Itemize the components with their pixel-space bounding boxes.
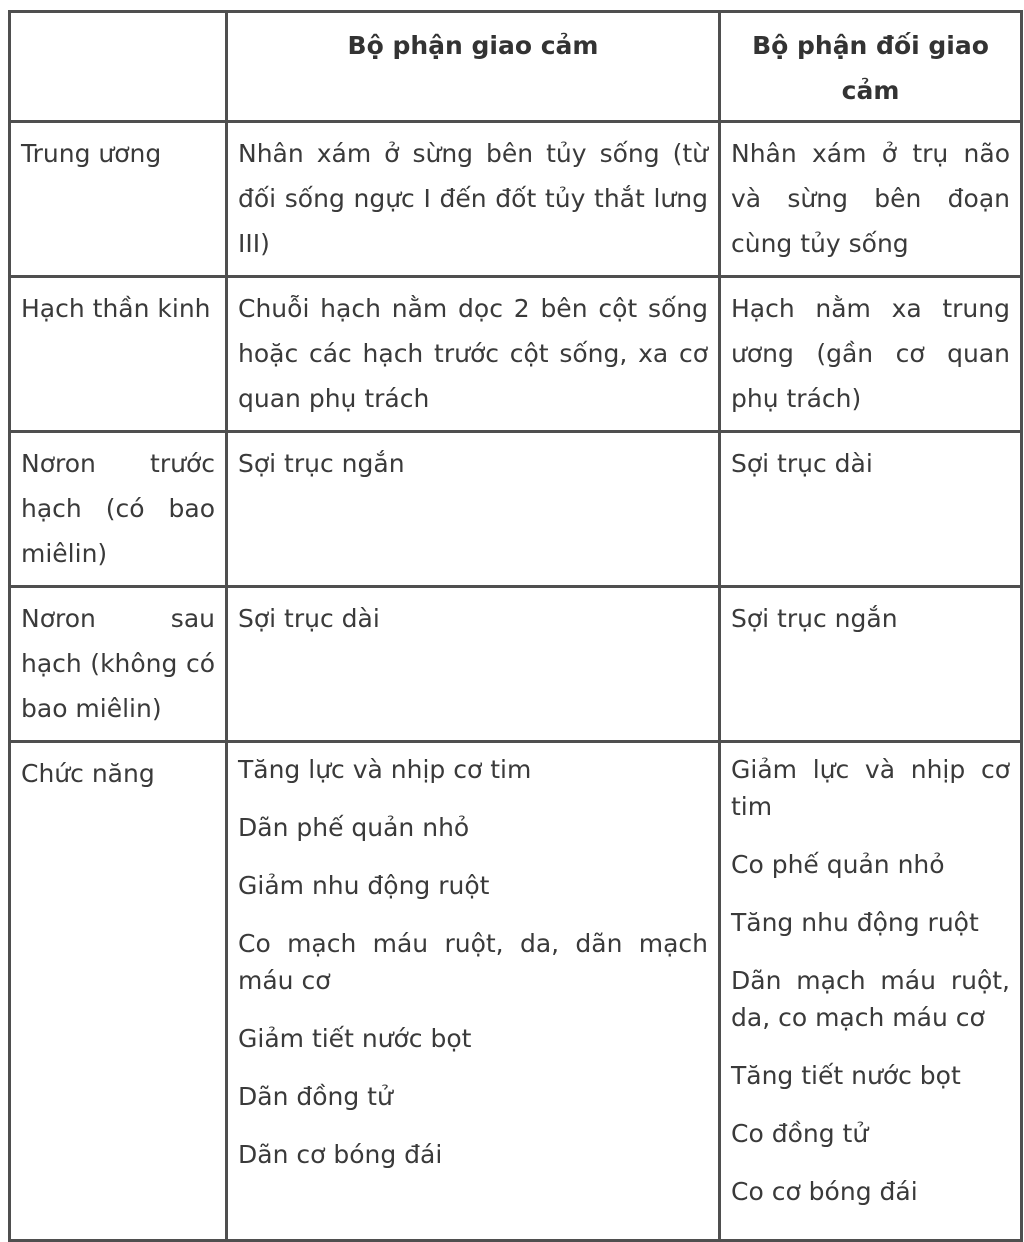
function-label: Chức năng xyxy=(10,742,227,1241)
row-label: Nơron trước hạch (có bao miêlin) xyxy=(10,432,227,587)
parasympathetic-cell: Sợi trục ngắn xyxy=(720,587,1022,742)
header-row xyxy=(10,12,1022,122)
sympathetic-cell: Nhân xám ở sừng bên tủy sống (từ đối sống ngực I đến đốt tủy thắt lưng III) xyxy=(227,122,720,277)
function-item: Co đồng tử xyxy=(731,1119,869,1148)
table-row xyxy=(10,122,1022,277)
table-row xyxy=(10,277,1022,432)
function-item: Tăng lực và nhịp cơ tim xyxy=(238,755,532,784)
row-label: Nơron sau hạch (không có bao miêlin) xyxy=(10,587,227,742)
function-item: Co mạch máu ruột, da, dãn mạch máu cơ xyxy=(238,929,708,995)
comparison-table xyxy=(8,10,1023,1242)
function-item: Giảm nhu động ruột xyxy=(238,871,490,900)
sympathetic-cell: Sợi trục dài xyxy=(227,587,720,742)
function-item: Giảm lực và nhịp cơ tim xyxy=(731,755,1010,821)
sympathetic-cell: Chuỗi hạch nằm dọc 2 bên cột sống hoặc các hạch trước cột sống, xa cơ quan phụ trách xyxy=(227,277,720,432)
function-item: Co phế quản nhỏ xyxy=(731,850,945,879)
function-item: Giảm tiết nước bọt xyxy=(238,1024,472,1053)
function-row xyxy=(10,742,1022,1241)
header-empty-cell xyxy=(10,12,227,122)
parasympathetic-cell: Nhân xám ở trụ não và sừng bên đoạn cùng tủy sống xyxy=(720,122,1022,277)
function-item: Dãn cơ bóng đái xyxy=(238,1140,443,1169)
function-item: Dãn đồng tử xyxy=(238,1082,393,1111)
row-label: Trung ương xyxy=(10,122,227,277)
parasympathetic-cell: Sợi trục dài xyxy=(720,432,1022,587)
table-row xyxy=(10,587,1022,742)
function-item: Dãn phế quản nhỏ xyxy=(238,813,470,842)
function-item: Co cơ bóng đái xyxy=(731,1177,918,1206)
parasympathetic-cell: Hạch nằm xa trung ương (gần cơ quan phụ trách) xyxy=(720,277,1022,432)
function-item: Dãn mạch máu ruột, da, co mạch máu cơ xyxy=(731,966,1010,1032)
row-label: Hạch thần kinh xyxy=(10,277,227,432)
table-row xyxy=(10,432,1022,587)
header-parasympathetic: Bộ phận đối giao cảm xyxy=(720,12,1022,122)
sympathetic-function-cell xyxy=(227,742,720,1241)
sympathetic-cell: Sợi trục ngắn xyxy=(227,432,720,587)
parasympathetic-function-cell xyxy=(720,742,1022,1241)
function-item: Tăng nhu động ruột xyxy=(731,908,979,937)
header-sympathetic: Bộ phận giao cảm xyxy=(227,12,720,122)
function-item: Tăng tiết nước bọt xyxy=(731,1061,961,1090)
